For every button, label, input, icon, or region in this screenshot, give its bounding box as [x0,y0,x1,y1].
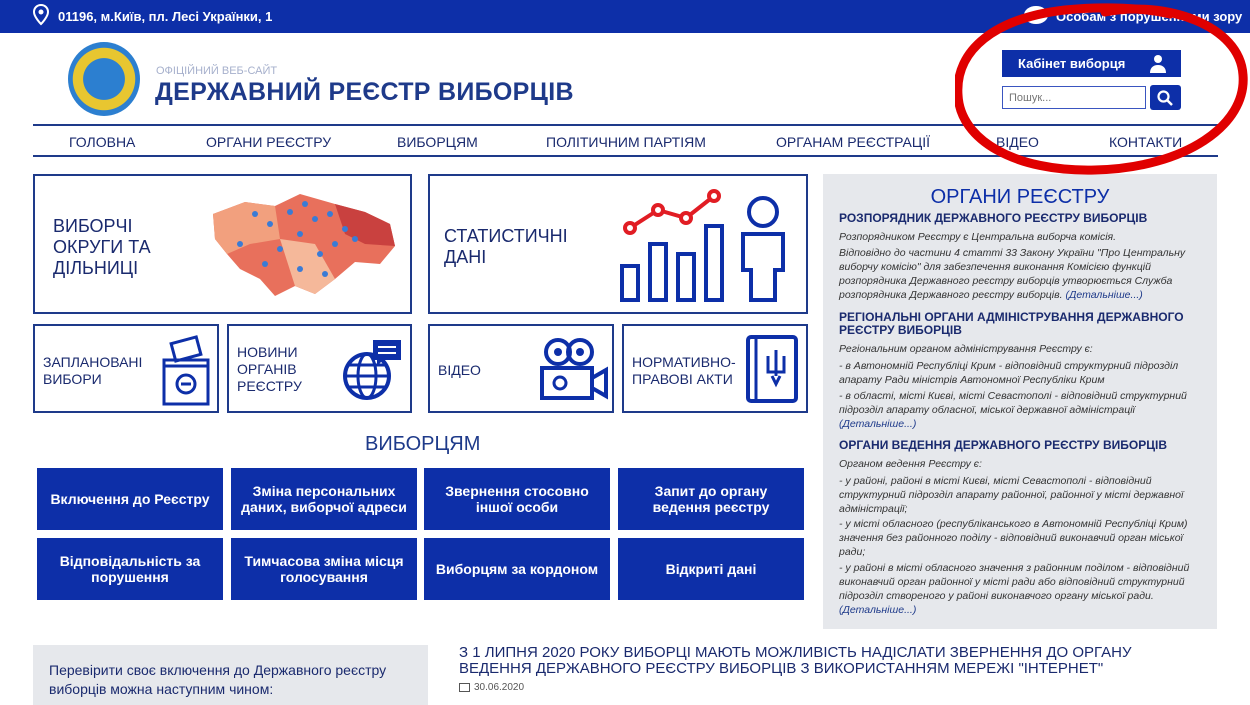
voter-cabinet-button[interactable] [1002,50,1181,77]
btn-change-personal-data[interactable]: Зміна персональних даних, виборчої адреси [231,468,417,530]
tile-planned-elections[interactable] [33,324,219,413]
section-title-maintenance: ОРГАНИ ВЕДЕННЯ ДЕРЖАВНОГО РЕЄСТРУ ВИБОРЦІВ [839,438,1167,452]
administrator-text-1: Розпорядником Реєстру є Центральна виборча комісія. [839,231,1117,243]
registry-bodies-panel [823,174,1217,629]
btn-register-inclusion[interactable]: Включення до Реєстру [37,468,223,530]
eye-icon[interactable] [1024,6,1048,24]
tile-registry-news[interactable] [227,324,412,413]
top-bar [0,0,1250,33]
tile-stats[interactable] [428,174,808,314]
btn-request-registry-body[interactable]: Запит до органу ведення реєстру [618,468,804,530]
nav-registry-bodies[interactable]: ОРГАНИ РЕЄСТРУ [206,134,332,150]
cec-logo[interactable] [68,42,140,116]
check-inclusion-box [33,645,428,705]
tile-video-label: ВІДЕО [438,362,481,378]
law-book-icon [744,334,800,404]
tile-districts-label: ВИБОРЧІ ОКРУГИ ТА ДІЛЬНИЦІ [53,216,151,278]
ballot-box-icon [161,334,211,406]
regional-text-3: - в області, місті Києві, місті Севастополі - відповідний структурний підрозділ апарату обласної, міської державної адміністрації (Детальніше...) [839,390,1187,430]
voter-cabinet-label: Кабінет виборця [1018,56,1126,71]
statistics-chart-icon [618,188,798,303]
tile-stats-label: СТАТИСТИЧНІ ДАНІ [444,226,568,267]
maintenance-text-1: Органом ведення Реєстру є: [839,458,982,470]
more-link[interactable]: (Детальніше...) [839,418,917,430]
location-pin-icon [32,4,50,26]
tile-legal-acts[interactable] [622,324,808,413]
more-link[interactable]: (Детальніше...) [839,604,917,616]
nav-voters[interactable]: ВИБОРЦЯМ [397,134,478,150]
maintenance-text-2: - у районі, районі в місті Києві, місті Севастополі - відповідний структурний підрозділ апарату районної, районної у місті державної адміністрації; [839,475,1184,515]
nav-registration-bodies[interactable]: ОРГАНАМ РЕЄСТРАЦІЇ [776,134,931,150]
administrator-text-2: Відповідно до частини 4 статті 33 Закону України "Про Центральну виборчу комісію" для забезпечення виконання Комісією функцій розпорядника Державного реєстру виборців утворюється Служба розпорядника Державного реєстру виборців. (Детальніше...) [839,247,1186,301]
site-title[interactable]: ДЕРЖАВНИЙ РЕЄСТР ВИБОРЦІВ [155,78,574,106]
search-button[interactable] [1150,85,1181,110]
check-inclusion-text: Перевірити своє включення до Державного реєстру виборців можна наступним чином: [49,662,387,697]
tile-acts-label: НОРМАТИВНО-ПРАВОВІ АКТИ [632,354,736,387]
maintenance-text-4: - у районі в місті обласного значення з районним поділом - відповідний виконавчий орган районної у місті ради або відповідний структурний підрозділ створеного у районі виконавчого органу міської ради. (Детальніше...) [839,562,1190,616]
tile-video[interactable] [428,324,614,413]
globe-news-icon [341,338,403,402]
nav-contacts[interactable]: КОНТАКТИ [1109,134,1183,150]
news-date: 30.06.2020 [474,682,525,693]
btn-voters-abroad[interactable]: Виборцям за кордоном [424,538,610,600]
search-input[interactable] [1002,86,1146,109]
regional-text-2: - в Автономній Республіці Крим - відповідний структурний підрозділ апарату Ради міністрів Автономної Республіки Крим [839,360,1179,386]
more-link[interactable]: (Детальніше...) [1065,289,1143,301]
regional-text-1: Регіональним органом адміністрування Реєстру є: [839,343,1093,355]
search-icon [1157,90,1174,106]
tile-news-label: НОВИНИ ОРГАНІВ РЕЄСТРУ [237,344,302,394]
btn-appeal-other-person[interactable]: Звернення стосовно іншої особи [424,468,610,530]
accessibility-link[interactable]: Особам з порушеннями зору [1056,9,1243,24]
video-camera-icon [538,336,608,402]
site-subtitle: ОФІЦІЙНИЙ ВЕБ-САЙТ [156,65,278,77]
news-headline[interactable]: З 1 ЛИПНЯ 2020 РОКУ ВИБОРЦІ МАЮТЬ МОЖЛИВІСТЬ НАДІСЛАТИ ЗВЕРНЕННЯ ДО ОРГАНУ ВЕДЕННЯ ДЕРЖАВНОГО РЕЄСТРУ ВИБОРЦІВ З ВИКОРИСТАННЯМ МЕРЕЖІ "ІНТЕРНЕТ" [459,644,1132,677]
address-text: 01196, м.Київ, пл. Лесі Українки, 1 [58,9,273,24]
btn-temporary-voting-place[interactable]: Тимчасова зміна місця голосування [231,538,417,600]
btn-open-data[interactable]: Відкриті дані [618,538,804,600]
tile-districts[interactable] [33,174,412,314]
maintenance-text-3: - у місті обласного (республіканського в Автономній Республіці Крим) значення без районного поділу - відповідний виконавчий орган міської ради; [839,518,1188,558]
voters-section-title: ВИБОРЦЯМ [365,433,481,455]
nav-home[interactable]: ГОЛОВНА [69,134,136,150]
calendar-icon [459,682,470,692]
user-icon [1149,54,1167,74]
section-title-administrator: РОЗПОРЯДНИК ДЕРЖАВНОГО РЕЄСТРУ ВИБОРЦІВ [839,211,1148,225]
btn-liability[interactable]: Відповідальність за порушення [37,538,223,600]
main-nav [33,124,1218,157]
nav-video[interactable]: ВІДЕО [996,134,1039,150]
nav-parties[interactable]: ПОЛІТИЧНИМ ПАРТІЯМ [546,134,706,150]
panel-title: ОРГАНИ РЕЄСТРУ [930,186,1110,208]
ukraine-map-icon [205,184,405,304]
section-title-regional: РЕГІОНАЛЬНІ ОРГАНИ АДМІНІСТРУВАННЯ ДЕРЖАВНОГО РЕЄСТРУ ВИБОРЦІВ [839,310,1184,337]
tile-planned-label: ЗАПЛАНОВАНІ ВИБОРИ [43,354,143,387]
